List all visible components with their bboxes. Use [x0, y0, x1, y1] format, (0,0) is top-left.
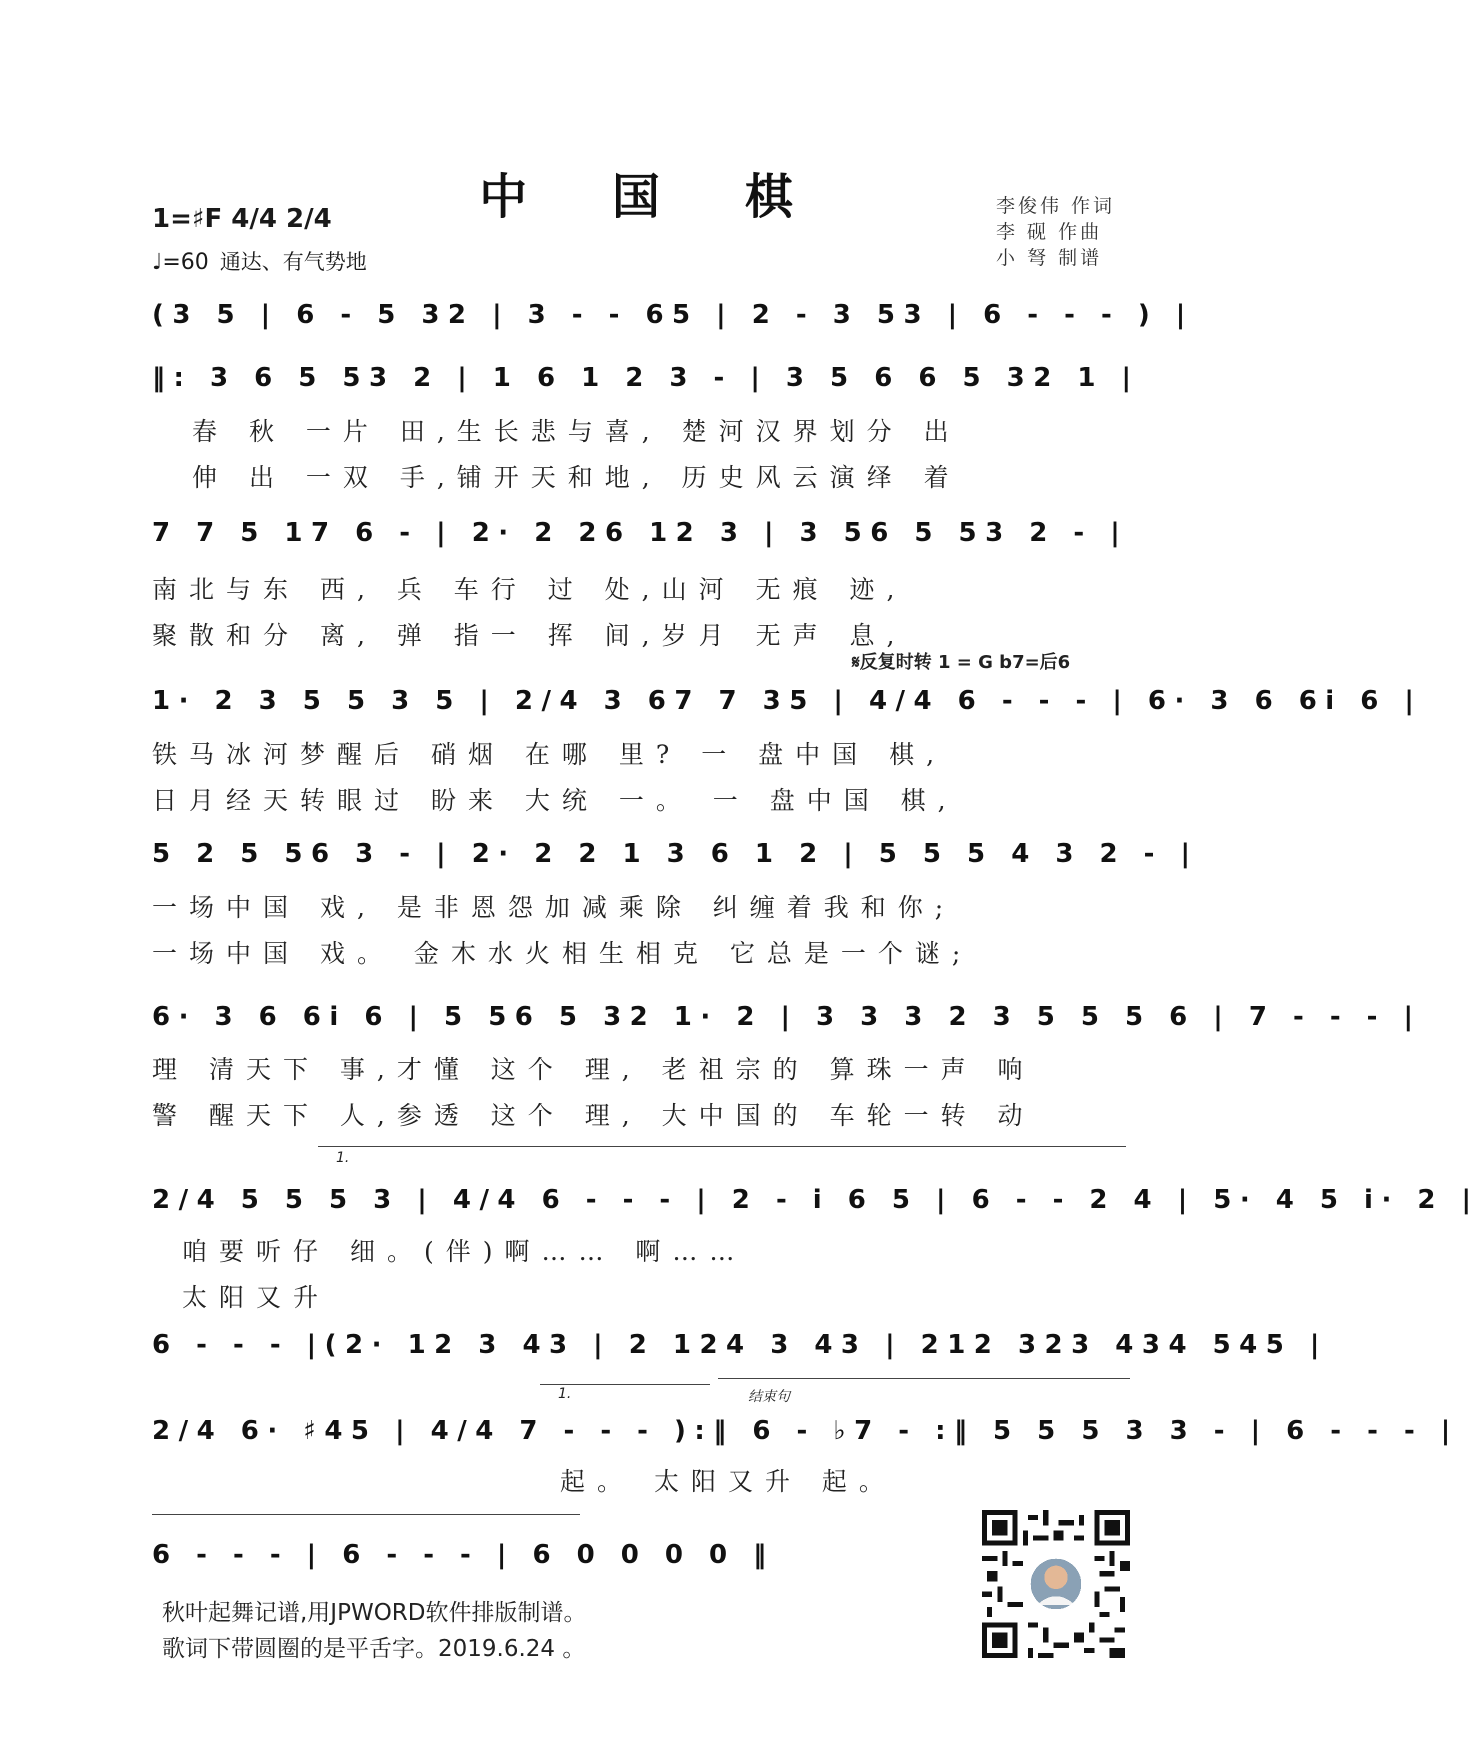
repeat-key-change-note: 𝄋反复时转 1 = G b7=后6 — [852, 652, 1071, 673]
system-4-notes: 1· 2 3 5 5 3 5 | 2/4 3 67 7 35 | 4/4 6 - - - | 6· 3 6 6i 6 | — [152, 686, 1423, 716]
system-9-notes: 2/4 6· ♯45 | 4/4 7 - - - ):‖ 6 - ♭7 - :‖ 5 5 5 3 3 - | 6 - - - | — [152, 1416, 1459, 1446]
system-4-lyric-1: 铁马冰河梦醒后 硝烟 在哪 里? 一 盘中国 棋, — [152, 740, 947, 769]
credit-composer: 李 砚 作曲 — [996, 221, 1103, 243]
volta-1-bracket — [540, 1384, 710, 1385]
tempo-marking — [152, 246, 367, 276]
system-7-lyric-2: 太阳又升 — [182, 1283, 331, 1312]
system-3-lyric-1: 南北与东 西, 兵 车行 过 处,山河 无痕 迹, — [152, 575, 907, 604]
system-6-lyric-1: 理 清天下 事,才懂 这个 理, 老祖宗的 算珠一声 响 — [152, 1055, 1035, 1084]
footer-note-1: 秋叶起舞记谱,用JPWORD软件排版制谱。 — [162, 1600, 587, 1626]
system-7-lyric-1: 咱要听仔 细。(伴)啊…… 啊…… — [182, 1237, 747, 1266]
credit-lyricist: 李俊伟 作词 — [996, 195, 1116, 217]
system-3-lyric-2: 聚散和分 离, 弹 指一 挥 间,岁月 无声 息, — [152, 621, 907, 650]
system-3-notes: 7 7 5 17 6 - | 2· 2 26 12 3 | 3 56 5 53 2 - | — [152, 518, 1129, 548]
system-4-lyric-2: 日月经天转眼过 盼来 大统 一。 一 盘中国 棋, — [152, 786, 958, 815]
system-9-lyric-1: 起。 太阳又升 起。 — [560, 1467, 896, 1496]
system-5-lyric-2: 一场中国 戏。 金木水火相生相克 它总是一个谜; — [152, 939, 973, 968]
system-1-notes: (3 5 | 6 - 5 32 | 3 - - 65 | 2 - 3 53 | 6 - - - ) | — [152, 300, 1194, 330]
coda-bracket-line — [318, 1146, 1126, 1147]
credit-engraver: 小 弩 制谱 — [996, 247, 1103, 269]
system-2-notes: ‖: 3 6 5 53 2 | 1 6 1 2 3 - | 3 5 6 6 5 32 1 | — [152, 363, 1140, 393]
ending-bracket — [718, 1378, 1130, 1379]
tie-bracket-line — [152, 1514, 580, 1515]
tempo-mark: ♩=60 — [152, 250, 209, 275]
system-2-lyric-2: 伸 出 一双 手,铺开天和地, 历史风云演绎 着 — [192, 463, 961, 492]
system-7-notes: 2/4 5 5 5 3 | 4/4 6 - - - | 2 - i 6 5 | 6 - - 2 4 | 5· 4 5 i· 2 | — [152, 1185, 1480, 1215]
volta-1-label: 1. — [336, 1150, 350, 1166]
system-5-lyric-1: 一场中国 戏, 是非恩怨加减乘除 纠缠着我和你; — [152, 893, 956, 922]
system-6-notes: 6· 3 6 6i 6 | 5 56 5 32 1· 2 | 3 3 3 2 3 5 5 5 6 | 7 - - - | — [152, 1002, 1422, 1032]
system-6-lyric-2: 警 醒天下 人,参透 这个 理, 大中国的 车轮一转 动 — [152, 1101, 1035, 1130]
system-5-notes: 5 2 5 56 3 - | 2· 2 2 1 3 6 1 2 | 5 5 5 4 3 2 - | — [152, 839, 1199, 869]
coda-end-label: 结束句 — [748, 1389, 790, 1405]
system-8-notes: 6 - - - |(2· 12 3 43 | 2 124 3 43 | 212 323 434 545 | — [152, 1330, 1328, 1360]
key-signature: 1=♯F 4/4 2/4 — [152, 204, 332, 234]
footer-note-2: 歌词下带圆圈的是平舌字。2019.6.24 。 — [162, 1636, 586, 1662]
system-10-notes: 6 - - - | 6 - - - | 6 0 0 0 0 ‖ — [152, 1540, 775, 1570]
page-title: 中 国 棋 — [479, 169, 827, 225]
system-2-lyric-1: 春 秋 一片 田,生长悲与喜, 楚河汉界划分 出 — [192, 417, 961, 446]
credits — [996, 193, 1115, 271]
tempo-description: 通达、有气势地 — [219, 250, 367, 274]
volta-1-label-2: 1. — [558, 1386, 572, 1402]
qr-code-image — [982, 1510, 1130, 1658]
